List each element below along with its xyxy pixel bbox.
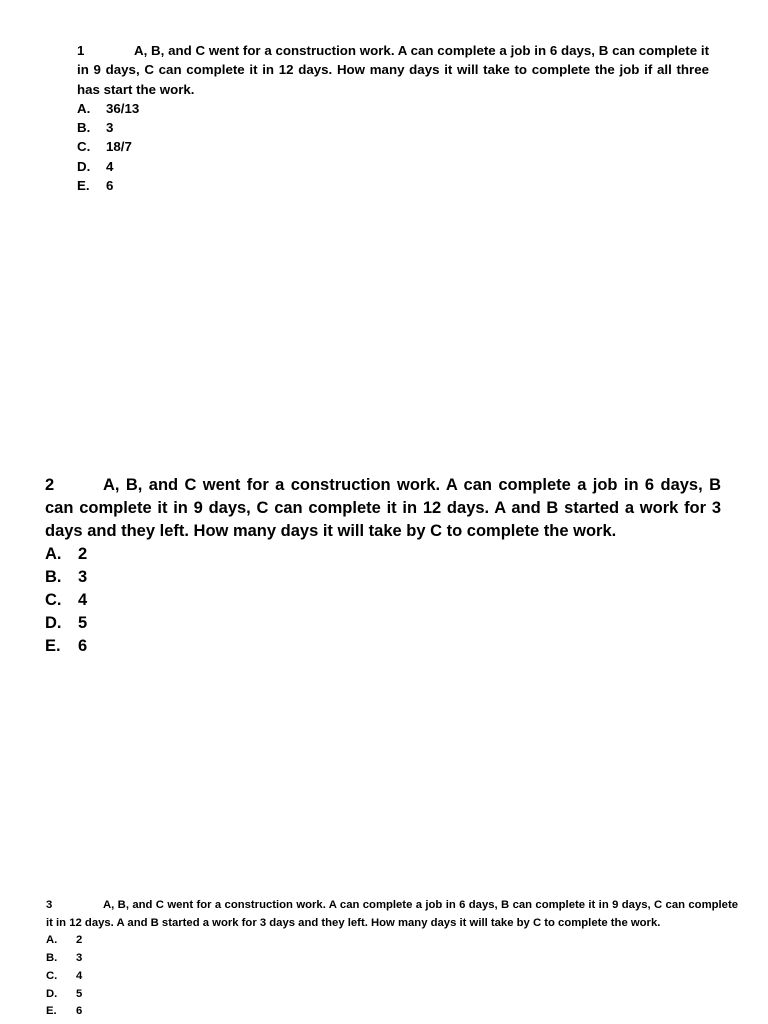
option-value: 5	[78, 614, 88, 632]
question-2	[45, 474, 721, 658]
option-value: 4	[78, 591, 88, 609]
question-3-options	[46, 932, 738, 1021]
option-c	[77, 137, 709, 156]
option-letter: A.	[46, 934, 58, 947]
option-e	[45, 635, 721, 658]
option-value: 3	[76, 952, 83, 965]
option-letter: C.	[77, 139, 91, 155]
option-value: 5	[76, 987, 83, 1000]
option-value: 3	[106, 120, 114, 136]
option-d	[45, 612, 721, 635]
option-letter: E.	[77, 178, 90, 194]
option-value: 18/7	[106, 139, 132, 155]
option-value: 2	[76, 934, 83, 947]
option-letter: C.	[46, 969, 58, 982]
question-2-text-block	[45, 474, 721, 543]
question-2-number: 2	[45, 476, 55, 494]
option-c	[46, 968, 738, 986]
option-value: 6	[106, 178, 114, 194]
option-value: 2	[78, 545, 88, 563]
question-1-text-block	[77, 41, 709, 99]
option-a	[45, 543, 721, 566]
option-value: 4	[76, 969, 83, 982]
option-value: 3	[78, 568, 88, 586]
option-letter: A.	[77, 100, 91, 116]
question-1	[77, 41, 709, 195]
option-value: 6	[78, 637, 88, 655]
option-a	[46, 932, 738, 950]
option-letter: E.	[46, 1005, 57, 1018]
option-b	[45, 566, 721, 589]
question-3-number: 3	[46, 899, 53, 911]
question-1-text: A, B, and C went for a construction work. A can complete a job in 6 days, B can complete it in 9 days, C can complete it in 12 days. How many days it will take to complete the job if all three has start the work.	[77, 43, 709, 97]
question-2-text: A, B, and C went for a construction work. A can complete a job in 6 days, B can complete it in 9 days, C can complete it in 12 days. A and B started a work for 3 days and they left. How many days it will take by C to complete the work.	[45, 476, 721, 540]
option-letter: C.	[45, 591, 62, 609]
option-value: 6	[76, 1005, 83, 1018]
option-letter: D.	[46, 987, 58, 1000]
question-1-number: 1	[77, 43, 85, 58]
question-1-options	[77, 99, 709, 195]
option-c	[45, 589, 721, 612]
option-letter: D.	[45, 614, 62, 632]
option-b	[77, 118, 709, 137]
question-2-options	[45, 543, 721, 658]
option-value: 36/13	[106, 100, 140, 116]
question-3-text: A, B, and C went for a construction work. A can complete a job in 6 days, B can complete it in 9 days, C can complete it in 12 days. A and B started a work for 3 days and they left. How many days it will take by C to complete the work.	[46, 899, 738, 929]
option-b	[46, 950, 738, 968]
option-letter: E.	[45, 637, 61, 655]
option-letter: B.	[77, 120, 91, 136]
option-e	[46, 1003, 738, 1021]
option-d	[77, 157, 709, 176]
option-d	[46, 986, 738, 1004]
option-e	[77, 176, 709, 195]
question-3	[46, 897, 738, 1021]
option-letter: B.	[45, 568, 62, 586]
option-letter: B.	[46, 952, 58, 965]
option-letter: A.	[45, 545, 62, 563]
option-value: 4	[106, 158, 114, 174]
question-3-text-block	[46, 897, 738, 932]
option-a	[77, 99, 709, 118]
option-letter: D.	[77, 158, 91, 174]
